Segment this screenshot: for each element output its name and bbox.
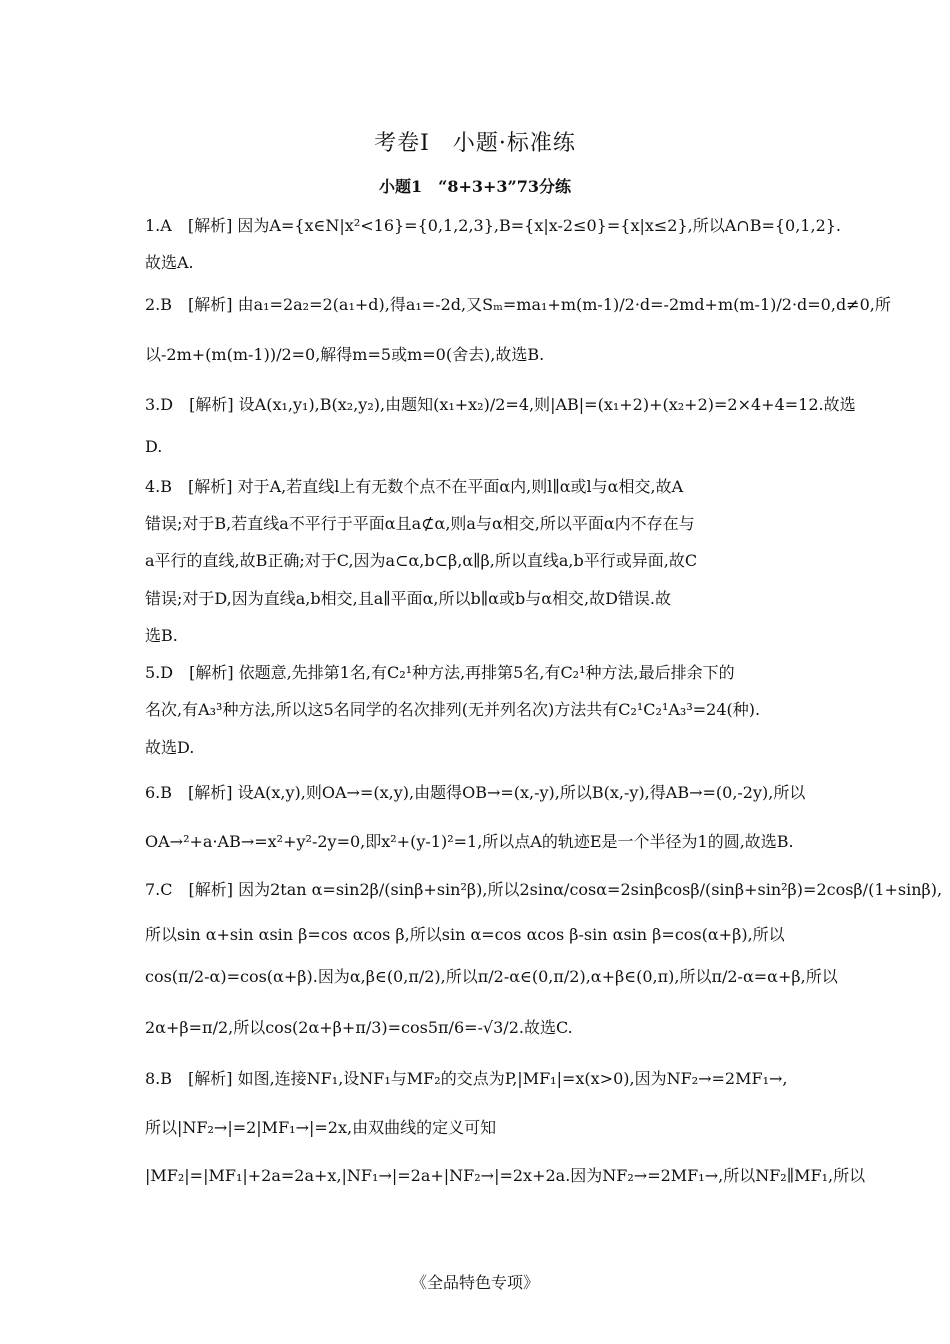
section-subtitle: 小题1 “8+3+3”73分练 — [378, 177, 572, 196]
solution-line: OA→²+a·AB→=x²+y²-2y=0,即x²+(y-1)²=1,所以点A的轨迹E是一个半径为1的圆,故选B. — [145, 832, 794, 851]
solution-line: 以-2m+(m(m-1))/2=0,解得m=5或m=0(舍去),故选B. — [145, 345, 545, 364]
solution-line: 7.C [解析] 因为2tan α=sin2β/(sinβ+sin²β),所以2sinα/cosα=2sinβcosβ/(sinβ+sin²β)=2cosβ/(1+sinβ), — [145, 880, 943, 899]
page-footer: 《全品特色专项》 — [410, 1273, 539, 1292]
solution-line: 错误;对于B,若直线a不平行于平面α且a⊄α,则a与α相交,所以平面α内不存在与 — [145, 514, 695, 533]
page-title: 考卷I 小题·标准练 — [374, 131, 576, 156]
solution-line: 错误;对于D,因为直线a,b相交,且a∥平面α,所以b∥α或b与α相交,故D错误.故 — [145, 589, 671, 608]
solution-line: a平行的直线,故B正确;对于C,因为a⊂α,b⊂β,α∥β,所以直线a,b平行或异面,故C — [145, 551, 698, 570]
solution-line: 故选A. — [145, 253, 194, 272]
solution-line: 4.B [解析] 对于A,若直线l上有无数个点不在平面α内,则l∥α或l与α相交,故A — [145, 477, 684, 496]
solution-line: 选B. — [145, 626, 178, 645]
solution-line: 故选D. — [145, 738, 195, 757]
solution-line: 5.D [解析] 依题意,先排第1名,有C₂¹种方法,再排第5名,有C₂¹种方法,最后排余下的 — [145, 663, 735, 682]
solution-line: 所以|NF₂→|=2|MF₁→|=2x,由双曲线的定义可知 — [145, 1118, 497, 1137]
solution-line: D. — [145, 437, 163, 456]
solution-line: |MF₂|=|MF₁|+2a=2a+x,|NF₁→|=2a+|NF₂→|=2x+2a.因为NF₂→=2MF₁→,所以NF₂∥MF₁,所以 — [145, 1166, 866, 1185]
solution-line: 8.B [解析] 如图,连接NF₁,设NF₁与MF₂的交点为P,|MF₁|=x(x>0),因为NF₂→=2MF₁→, — [145, 1069, 788, 1088]
solution-line: 2α+β=π/2,所以cos(2α+β+π/3)=cos5π/6=-√3/2.故选C. — [145, 1018, 573, 1037]
solution-line: 名次,有A₃³种方法,所以这5名同学的名次排列(无并列名次)方法共有C₂¹C₂¹A₃³=24(种). — [145, 700, 761, 719]
solution-line: 所以sin α+sin αsin β=cos αcos β,所以sin α=cos αcos β-sin αsin β=cos(α+β),所以 — [145, 925, 785, 944]
solution-line: 2.B [解析] 由a₁=2a₂=2(a₁+d),得a₁=-2d,又Sₘ=ma₁+m(m-1)/2·d=-2md+m(m-1)/2·d=0,d≠0,所 — [145, 295, 891, 314]
solution-line: 3.D [解析] 设A(x₁,y₁),B(x₂,y₂),由题知(x₁+x₂)/2=4,则|AB|=(x₁+2)+(x₂+2)=2×4+4=12.故选 — [145, 395, 856, 414]
solution-line: cos(π/2-α)=cos(α+β).因为α,β∈(0,π/2),所以π/2-α∈(0,π/2),α+β∈(0,π),所以π/2-α=α+β,所以 — [145, 967, 838, 986]
solution-line: 1.A [解析] 因为A={x∈N|x²<16}={0,1,2,3},B={x|x-2≤0}={x|x≤2},所以A∩B={0,1,2}. — [145, 216, 842, 235]
solution-line: 6.B [解析] 设A(x,y),则OA→=(x,y),由题得OB→=(x,-y),所以B(x,-y),得AB→=(0,-2y),所以 — [145, 783, 806, 802]
